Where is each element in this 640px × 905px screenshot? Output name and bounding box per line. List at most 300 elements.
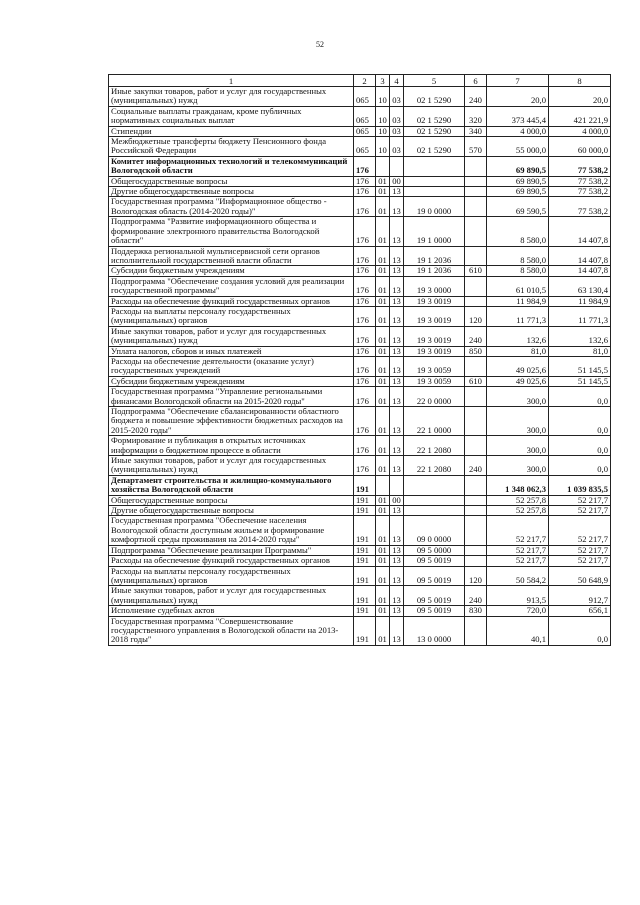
row-ved-cell: 191 — [354, 606, 376, 616]
row-csr-cell: 19 3 0019 — [404, 346, 465, 356]
row-sum2-cell: 51 145,5 — [549, 356, 611, 376]
row-vr-cell: 610 — [465, 266, 487, 276]
row-csr-cell: 22 1 0000 — [404, 407, 465, 436]
row-sum1-cell: 4 000,0 — [487, 126, 549, 136]
table-row — [109, 126, 611, 136]
row-sum2-cell: 0,0 — [549, 407, 611, 436]
table-row — [109, 246, 611, 266]
row-rz-cell: 01 — [376, 407, 390, 436]
row-vr-cell — [465, 407, 487, 436]
row-rz-cell: 10 — [376, 106, 390, 126]
header-cell: 5 — [404, 75, 465, 87]
row-sum1-cell: 81,0 — [487, 346, 549, 356]
row-name-cell: Другие общегосударственные вопросы — [109, 187, 354, 197]
row-csr-cell: 19 3 0059 — [404, 356, 465, 376]
row-rz-cell: 01 — [376, 436, 390, 456]
row-sum1-cell: 49 025,6 — [487, 376, 549, 386]
row-vr-cell: 610 — [465, 376, 487, 386]
row-sum2-cell: 421 221,9 — [549, 106, 611, 126]
budget-table — [108, 74, 611, 646]
row-rz-cell: 01 — [376, 217, 390, 246]
row-name-cell: Подпрограмма "Обеспечение реализации Программы" — [109, 545, 354, 555]
row-sum2-cell: 63 130,4 — [549, 276, 611, 296]
table-row — [109, 187, 611, 197]
table-row — [109, 456, 611, 476]
table-body — [109, 87, 611, 646]
row-vr-cell — [465, 387, 487, 407]
row-sum2-cell: 50 648,9 — [549, 566, 611, 586]
row-sum1-cell: 8 580,0 — [487, 217, 549, 246]
row-vr-cell — [465, 156, 487, 176]
row-sum1-cell: 52 257,8 — [487, 506, 549, 516]
row-rz-cell: 10 — [376, 137, 390, 157]
row-vr-cell — [465, 545, 487, 555]
row-ved-cell: 176 — [354, 266, 376, 276]
row-rz-cell: 01 — [376, 266, 390, 276]
table-row — [109, 566, 611, 586]
row-name-cell: Расходы на выплаты персоналу государственных (муниципальных) органов — [109, 566, 354, 586]
row-vr-cell: 120 — [465, 306, 487, 326]
row-sum1-cell: 20,0 — [487, 87, 549, 107]
row-ved-cell: 065 — [354, 126, 376, 136]
row-pr-cell: 03 — [390, 137, 404, 157]
table-row — [109, 606, 611, 616]
row-pr-cell: 13 — [390, 407, 404, 436]
row-name-cell: Подпрограмма "Обеспечение создания условий для реализации государственной программы" — [109, 276, 354, 296]
row-vr-cell — [465, 556, 487, 566]
row-csr-cell: 19 3 0019 — [404, 296, 465, 306]
row-name-cell: Другие общегосударственные вопросы — [109, 506, 354, 516]
row-rz-cell: 01 — [376, 516, 390, 545]
table-row — [109, 356, 611, 376]
row-sum2-cell: 20,0 — [549, 87, 611, 107]
row-vr-cell: 320 — [465, 106, 487, 126]
table-row — [109, 326, 611, 346]
row-pr-cell — [390, 475, 404, 495]
row-name-cell: Поддержка региональной мультисервисной сети органов исполнительной государственной власти области — [109, 246, 354, 266]
header-cell: 2 — [354, 75, 376, 87]
row-pr-cell: 13 — [390, 197, 404, 217]
row-ved-cell: 191 — [354, 545, 376, 555]
row-name-cell: Департамент строительства и жилищно-коммунального хозяйства Вологодской области — [109, 475, 354, 495]
table-row — [109, 276, 611, 296]
row-vr-cell — [465, 356, 487, 376]
row-sum2-cell: 11 984,9 — [549, 296, 611, 306]
row-rz-cell: 01 — [376, 197, 390, 217]
row-csr-cell: 19 3 0019 — [404, 326, 465, 346]
row-vr-cell — [465, 276, 487, 296]
row-csr-cell — [404, 495, 465, 505]
row-sum2-cell: 0,0 — [549, 436, 611, 456]
row-vr-cell — [465, 495, 487, 505]
row-csr-cell: 22 0 0000 — [404, 387, 465, 407]
row-rz-cell: 01 — [376, 176, 390, 186]
row-rz-cell: 01 — [376, 187, 390, 197]
row-csr-cell: 19 1 2036 — [404, 266, 465, 276]
row-ved-cell: 176 — [354, 436, 376, 456]
row-pr-cell: 13 — [390, 376, 404, 386]
row-ved-cell: 065 — [354, 137, 376, 157]
row-pr-cell: 13 — [390, 586, 404, 606]
row-ved-cell: 176 — [354, 246, 376, 266]
row-pr-cell: 13 — [390, 187, 404, 197]
row-csr-cell: 09 0 0000 — [404, 516, 465, 545]
row-ved-cell: 191 — [354, 495, 376, 505]
row-rz-cell: 10 — [376, 87, 390, 107]
row-name-cell: Государственная программа "Совершенствование государственного управления в Вологодской области на 2013-2018 годы" — [109, 616, 354, 645]
row-sum2-cell: 77 538,2 — [549, 176, 611, 186]
row-sum2-cell: 912,7 — [549, 586, 611, 606]
row-sum2-cell: 52 217,7 — [549, 556, 611, 566]
page-number: 52 — [316, 40, 324, 49]
row-rz-cell: 01 — [376, 586, 390, 606]
row-csr-cell — [404, 176, 465, 186]
table-row — [109, 346, 611, 356]
table-row — [109, 616, 611, 645]
header-cell: 3 — [376, 75, 390, 87]
row-pr-cell: 13 — [390, 266, 404, 276]
row-pr-cell — [390, 156, 404, 176]
row-name-cell: Общегосударственные вопросы — [109, 176, 354, 186]
row-pr-cell: 13 — [390, 356, 404, 376]
row-sum2-cell: 0,0 — [549, 616, 611, 645]
row-ved-cell: 176 — [354, 387, 376, 407]
header-cell: 7 — [487, 75, 549, 87]
row-pr-cell: 13 — [390, 545, 404, 555]
row-pr-cell: 00 — [390, 495, 404, 505]
row-ved-cell: 176 — [354, 197, 376, 217]
row-pr-cell: 13 — [390, 306, 404, 326]
row-csr-cell — [404, 156, 465, 176]
row-sum2-cell: 656,1 — [549, 606, 611, 616]
row-csr-cell: 19 3 0059 — [404, 376, 465, 386]
row-pr-cell: 13 — [390, 217, 404, 246]
row-sum1-cell: 8 580,0 — [487, 246, 549, 266]
table-row — [109, 407, 611, 436]
table-row — [109, 556, 611, 566]
row-name-cell: Государственная программа "Управление региональными финансами Вологодской области на 2015-2020 годы" — [109, 387, 354, 407]
row-sum1-cell: 373 445,4 — [487, 106, 549, 126]
row-vr-cell: 240 — [465, 586, 487, 606]
row-rz-cell: 01 — [376, 376, 390, 386]
row-rz-cell: 10 — [376, 126, 390, 136]
row-name-cell: Исполнение судебных актов — [109, 606, 354, 616]
row-vr-cell — [465, 217, 487, 246]
row-ved-cell: 191 — [354, 475, 376, 495]
row-sum1-cell: 132,6 — [487, 326, 549, 346]
row-sum1-cell: 300,0 — [487, 436, 549, 456]
row-sum2-cell: 11 771,3 — [549, 306, 611, 326]
row-pr-cell: 13 — [390, 616, 404, 645]
row-ved-cell: 176 — [354, 356, 376, 376]
row-sum2-cell: 51 145,5 — [549, 376, 611, 386]
row-rz-cell: 01 — [376, 346, 390, 356]
row-sum2-cell: 1 039 835,5 — [549, 475, 611, 495]
row-sum1-cell: 52 217,7 — [487, 516, 549, 545]
row-csr-cell — [404, 506, 465, 516]
row-ved-cell: 176 — [354, 187, 376, 197]
row-ved-cell: 191 — [354, 506, 376, 516]
row-csr-cell: 09 5 0019 — [404, 586, 465, 606]
row-vr-cell: 240 — [465, 326, 487, 346]
row-sum2-cell: 132,6 — [549, 326, 611, 346]
row-rz-cell: 01 — [376, 556, 390, 566]
row-vr-cell: 340 — [465, 126, 487, 136]
row-vr-cell — [465, 246, 487, 266]
table-row — [109, 217, 611, 246]
row-sum2-cell: 52 217,7 — [549, 495, 611, 505]
row-pr-cell: 03 — [390, 106, 404, 126]
row-csr-cell — [404, 475, 465, 495]
row-name-cell: Расходы на обеспечение функций государственных органов — [109, 556, 354, 566]
table-row — [109, 506, 611, 516]
row-csr-cell: 02 1 5290 — [404, 126, 465, 136]
row-ved-cell: 176 — [354, 456, 376, 476]
row-csr-cell: 19 1 0000 — [404, 217, 465, 246]
row-name-cell: Межбюджетные трансферты бюджету Пенсионного фонда Российской Федерации — [109, 137, 354, 157]
row-name-cell: Субсидии бюджетным учреждениям — [109, 376, 354, 386]
row-csr-cell: 09 5 0019 — [404, 566, 465, 586]
row-pr-cell: 13 — [390, 387, 404, 407]
row-sum1-cell: 55 000,0 — [487, 137, 549, 157]
row-ved-cell: 176 — [354, 407, 376, 436]
table-row — [109, 475, 611, 495]
row-sum2-cell: 52 217,7 — [549, 516, 611, 545]
row-pr-cell: 13 — [390, 326, 404, 346]
row-rz-cell: 01 — [376, 606, 390, 616]
row-name-cell: Подпрограмма "Развитие информационного общества и формирование электронного правительства Вологодской области" — [109, 217, 354, 246]
row-vr-cell: 120 — [465, 566, 487, 586]
row-vr-cell — [465, 436, 487, 456]
row-pr-cell: 13 — [390, 346, 404, 356]
table-row — [109, 197, 611, 217]
row-sum2-cell: 77 538,2 — [549, 197, 611, 217]
row-pr-cell: 13 — [390, 276, 404, 296]
row-vr-cell — [465, 187, 487, 197]
row-csr-cell: 13 0 0000 — [404, 616, 465, 645]
header-cell: 1 — [109, 75, 354, 87]
row-pr-cell: 13 — [390, 606, 404, 616]
row-name-cell: Расходы на обеспечение деятельности (оказание услуг) государственных учреждений — [109, 356, 354, 376]
row-csr-cell: 19 3 0000 — [404, 276, 465, 296]
row-csr-cell: 19 0 0000 — [404, 197, 465, 217]
row-ved-cell: 065 — [354, 106, 376, 126]
row-vr-cell: 570 — [465, 137, 487, 157]
row-rz-cell: 01 — [376, 276, 390, 296]
row-ved-cell: 065 — [354, 87, 376, 107]
row-name-cell: Расходы на выплаты персоналу государственных (муниципальных) органов — [109, 306, 354, 326]
row-ved-cell: 191 — [354, 556, 376, 566]
row-pr-cell: 13 — [390, 436, 404, 456]
table-row — [109, 306, 611, 326]
row-sum1-cell: 8 580,0 — [487, 266, 549, 276]
row-sum1-cell: 11 984,9 — [487, 296, 549, 306]
row-sum1-cell: 50 584,2 — [487, 566, 549, 586]
row-name-cell: Иные закупки товаров, работ и услуг для государственных (муниципальных) нужд — [109, 586, 354, 606]
row-vr-cell: 850 — [465, 346, 487, 356]
row-ved-cell: 191 — [354, 616, 376, 645]
table-row — [109, 137, 611, 157]
row-rz-cell: 01 — [376, 306, 390, 326]
row-vr-cell: 240 — [465, 87, 487, 107]
row-name-cell: Комитет информационных технологий и телекоммуникаций Вологодской области — [109, 156, 354, 176]
table-header-row — [109, 75, 611, 87]
row-sum2-cell: 14 407,8 — [549, 246, 611, 266]
row-sum1-cell: 1 348 062,3 — [487, 475, 549, 495]
row-sum1-cell: 300,0 — [487, 407, 549, 436]
row-rz-cell: 01 — [376, 387, 390, 407]
row-sum1-cell: 720,0 — [487, 606, 549, 616]
row-name-cell: Иные закупки товаров, работ и услуг для государственных (муниципальных) нужд — [109, 326, 354, 346]
row-sum2-cell: 0,0 — [549, 456, 611, 476]
row-name-cell: Социальные выплаты гражданам, кроме публичных нормативных социальных выплат — [109, 106, 354, 126]
row-csr-cell: 19 3 0019 — [404, 306, 465, 326]
row-name-cell: Государственная программа "Информационное общество - Вологодская область (2014-2020 годы)" — [109, 197, 354, 217]
row-pr-cell: 13 — [390, 246, 404, 266]
row-name-cell: Государственная программа "Обеспечение населения Вологодской области доступным жильем и формирование комфортной среды проживания на 2014-2020 годы" — [109, 516, 354, 545]
row-ved-cell: 176 — [354, 296, 376, 306]
row-rz-cell: 01 — [376, 545, 390, 555]
row-vr-cell — [465, 176, 487, 186]
table-row — [109, 87, 611, 107]
row-rz-cell — [376, 156, 390, 176]
table-row — [109, 266, 611, 276]
row-ved-cell: 176 — [354, 306, 376, 326]
row-ved-cell: 191 — [354, 516, 376, 545]
row-rz-cell — [376, 475, 390, 495]
row-pr-cell: 13 — [390, 506, 404, 516]
row-name-cell: Расходы на обеспечение функций государственных органов — [109, 296, 354, 306]
row-pr-cell: 03 — [390, 126, 404, 136]
row-sum2-cell: 0,0 — [549, 387, 611, 407]
row-csr-cell: 19 1 2036 — [404, 246, 465, 266]
row-ved-cell: 176 — [354, 176, 376, 186]
row-sum1-cell: 52 217,7 — [487, 556, 549, 566]
row-sum2-cell: 81,0 — [549, 346, 611, 356]
row-sum2-cell: 60 000,0 — [549, 137, 611, 157]
row-name-cell: Стипендии — [109, 126, 354, 136]
row-vr-cell — [465, 475, 487, 495]
row-csr-cell: 09 5 0019 — [404, 606, 465, 616]
table-row — [109, 495, 611, 505]
table-row — [109, 106, 611, 126]
table-row — [109, 387, 611, 407]
row-sum1-cell: 11 771,3 — [487, 306, 549, 326]
row-vr-cell — [465, 296, 487, 306]
row-pr-cell: 13 — [390, 566, 404, 586]
row-sum1-cell: 300,0 — [487, 387, 549, 407]
row-sum2-cell: 52 217,7 — [549, 506, 611, 516]
row-csr-cell: 22 1 2080 — [404, 436, 465, 456]
row-ved-cell: 191 — [354, 586, 376, 606]
table-row — [109, 296, 611, 306]
row-pr-cell: 00 — [390, 176, 404, 186]
row-csr-cell: 02 1 5290 — [404, 137, 465, 157]
row-name-cell: Иные закупки товаров, работ и услуг для государственных (муниципальных) нужд — [109, 87, 354, 107]
row-sum1-cell: 49 025,6 — [487, 356, 549, 376]
row-vr-cell — [465, 506, 487, 516]
row-rz-cell: 01 — [376, 506, 390, 516]
row-name-cell: Иные закупки товаров, работ и услуг для государственных (муниципальных) нужд — [109, 456, 354, 476]
row-pr-cell: 13 — [390, 456, 404, 476]
row-csr-cell: 22 1 2080 — [404, 456, 465, 476]
row-vr-cell — [465, 197, 487, 217]
row-sum1-cell: 69 890,5 — [487, 156, 549, 176]
row-ved-cell: 176 — [354, 217, 376, 246]
row-rz-cell: 01 — [376, 356, 390, 376]
table-row — [109, 376, 611, 386]
row-ved-cell: 176 — [354, 346, 376, 356]
header-cell: 4 — [390, 75, 404, 87]
row-ved-cell: 191 — [354, 566, 376, 586]
row-vr-cell — [465, 616, 487, 645]
row-sum2-cell: 14 407,8 — [549, 266, 611, 276]
row-sum2-cell: 4 000,0 — [549, 126, 611, 136]
row-sum2-cell: 52 217,7 — [549, 545, 611, 555]
row-rz-cell: 01 — [376, 495, 390, 505]
row-sum2-cell: 14 407,8 — [549, 217, 611, 246]
row-sum1-cell: 913,5 — [487, 586, 549, 606]
row-rz-cell: 01 — [376, 326, 390, 346]
row-vr-cell — [465, 516, 487, 545]
row-sum1-cell: 52 217,7 — [487, 545, 549, 555]
header-cell: 6 — [465, 75, 487, 87]
row-pr-cell: 13 — [390, 556, 404, 566]
row-sum1-cell: 69 590,5 — [487, 197, 549, 217]
row-vr-cell: 830 — [465, 606, 487, 616]
row-csr-cell: 09 5 0000 — [404, 545, 465, 555]
row-sum1-cell: 52 257,8 — [487, 495, 549, 505]
row-pr-cell: 03 — [390, 87, 404, 107]
row-name-cell: Подпрограмма "Обеспечение сбалансированности областного бюджета и повышение эффективности бюджетных расходов на 2015-2020 годы" — [109, 407, 354, 436]
row-sum1-cell: 69 890,5 — [487, 187, 549, 197]
table-row — [109, 176, 611, 186]
row-sum1-cell: 40,1 — [487, 616, 549, 645]
row-sum2-cell: 77 538,2 — [549, 187, 611, 197]
table-row — [109, 436, 611, 456]
row-ved-cell: 176 — [354, 156, 376, 176]
row-csr-cell — [404, 187, 465, 197]
row-pr-cell: 13 — [390, 516, 404, 545]
row-name-cell: Формирование и публикация в открытых источниках информации о бюджетном процессе в области — [109, 436, 354, 456]
row-ved-cell: 176 — [354, 326, 376, 346]
row-vr-cell: 240 — [465, 456, 487, 476]
row-sum2-cell: 77 538,2 — [549, 156, 611, 176]
row-ved-cell: 176 — [354, 276, 376, 296]
row-ved-cell: 176 — [354, 376, 376, 386]
row-rz-cell: 01 — [376, 296, 390, 306]
row-pr-cell: 13 — [390, 296, 404, 306]
row-sum1-cell: 300,0 — [487, 456, 549, 476]
table-row — [109, 516, 611, 545]
header-cell: 8 — [549, 75, 611, 87]
row-csr-cell: 02 1 5290 — [404, 87, 465, 107]
row-name-cell: Субсидии бюджетным учреждениям — [109, 266, 354, 276]
row-csr-cell: 09 5 0019 — [404, 556, 465, 566]
row-rz-cell: 01 — [376, 616, 390, 645]
table-row — [109, 545, 611, 555]
table-row — [109, 586, 611, 606]
table-row — [109, 156, 611, 176]
row-csr-cell: 02 1 5290 — [404, 106, 465, 126]
row-rz-cell: 01 — [376, 456, 390, 476]
row-rz-cell: 01 — [376, 246, 390, 266]
row-sum1-cell: 69 890,5 — [487, 176, 549, 186]
row-name-cell: Общегосударственные вопросы — [109, 495, 354, 505]
row-rz-cell: 01 — [376, 566, 390, 586]
row-name-cell: Уплата налогов, сборов и иных платежей — [109, 346, 354, 356]
row-sum1-cell: 61 010,5 — [487, 276, 549, 296]
